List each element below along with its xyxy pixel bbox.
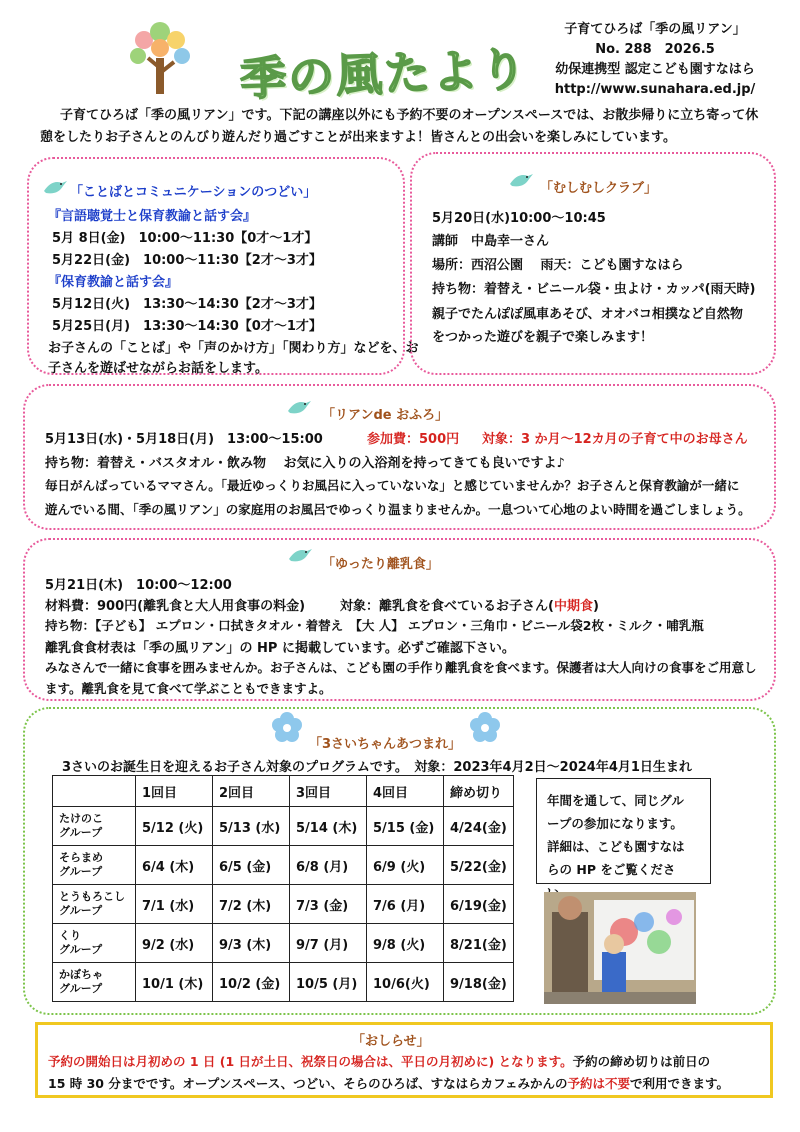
table-cell: 7/2 (木) — [213, 885, 290, 924]
intro-text: 子育てひろば「季の風リアン」です。下記の講座以外にも予約不要のオープンスペースでは、お散歩帰りに立ち寄って休憩をしたりお子さんとのんびり遊んだり過ごすことが出来ますよ！皆さんとの出会いを楽しみにしています。 — [40, 108, 759, 145]
group-name-line: たけのこ — [59, 812, 103, 825]
table-header: 締め切り — [444, 776, 514, 807]
notice-text: 予約の締め切りは前日の — [572, 1054, 711, 1069]
table-cell: 5/13 (水) — [213, 807, 290, 846]
table-header: 4回目 — [367, 776, 444, 807]
bird-icon — [286, 397, 312, 417]
group-name-line: グループ — [59, 826, 103, 839]
table-cell: 5/22(金) — [444, 846, 514, 885]
sansai-title: 「3さいちゃんあつまれ」 — [309, 737, 462, 752]
group-name-line: かぼちゃ — [59, 968, 103, 981]
notice-line-2 — [48, 1074, 729, 1092]
notice-text: で利用できます。 — [630, 1076, 730, 1091]
mushi-description: 親子でたんぽぽ風車あそび、オオバコ相撲など自然物 — [432, 307, 743, 322]
kotoba-subtitle-2: 『保育教諭と話す会』 — [48, 275, 179, 290]
mushi-title: 「むしむしクラブ」 — [540, 181, 658, 196]
notice-highlight: 予約の開始日は月初めの 1 日 (1 日が土日、祝祭日の場合は、平日の月初めに) となります。 — [48, 1054, 573, 1069]
table-cell: 10/6(火) — [367, 963, 444, 1002]
kotoba-subtitle-1: 『言語聴覚士と保育教諭と話す会』 — [48, 209, 257, 224]
sansai-note — [536, 778, 711, 884]
header-info — [540, 20, 770, 100]
kotoba-title: 「ことばとコミュニケーションのつどい」 — [70, 185, 317, 200]
table-cell: 7/1 (水) — [136, 885, 213, 924]
notice-line-1 — [48, 1052, 710, 1070]
group-name-line: グループ — [59, 982, 103, 995]
website-link[interactable]: http://www.sunahara.ed.jp/ — [554, 82, 756, 97]
ofuro-description-2: 遊んでいる間、「季の風リアン」の家庭用のお風呂でゆっくり温まりませんか。一息ついて心地のよい時間を過ごしましょう。 — [45, 502, 751, 517]
mushi-date: 5月20日(水)10:00～10:45 — [432, 211, 606, 226]
table-row — [53, 963, 514, 1002]
bird-icon — [508, 170, 534, 190]
notice-title: 「おしらせ」 — [352, 1034, 430, 1049]
group-name — [53, 963, 136, 1002]
ofuro-date: 5月13日(水)・5月18日(月) 13:00～15:00 — [45, 432, 323, 447]
issue-number: No. 288 2026.5 — [595, 42, 715, 57]
table-cell: 5/12 (火) — [136, 807, 213, 846]
flower-icon — [272, 712, 302, 742]
kotoba-description: お子さんの「ことば」や「声のかけ方」「関わり方」などを、お — [48, 341, 419, 356]
rinyu-title: 「ゆったり離乳食」 — [322, 557, 439, 572]
table-header: 1回目 — [136, 776, 213, 807]
table-cell: 4/24(金) — [444, 807, 514, 846]
table-cell: 9/2 (水) — [136, 924, 213, 963]
table-cell: 6/19(金) — [444, 885, 514, 924]
kotoba-description-2: 子さんを遊ばせながらお話をします。 — [48, 361, 268, 376]
flower-icon — [470, 712, 500, 742]
school-name: 幼保連携型 認定こども園すなはら — [555, 62, 755, 77]
mushi-place: 場所：西沼公園 雨天：こども園すなはら — [432, 258, 684, 273]
bird-icon — [42, 177, 68, 197]
table-cell: 10/2 (金) — [213, 963, 290, 1002]
table-cell: 6/8 (月) — [290, 846, 367, 885]
mushi-items: 持ち物：着替え・ビニール袋・虫よけ・カッパ(雨天時) — [432, 282, 756, 297]
table-cell: 8/21(金) — [444, 924, 514, 963]
table-cell: 7/6 (月) — [367, 885, 444, 924]
rinyu-target — [340, 595, 599, 614]
group-name-line: グループ — [59, 865, 103, 878]
org-name: 子育てひろば「季の風リアン」 — [564, 22, 746, 37]
kotoba-date-1: 5月 8日(金) 10:00～11:30【0才～1才】 — [52, 231, 318, 246]
rinyu-description: みなさんで一緒に食事を囲みませんか。お子さんは、こども園の手作り離乳食を食べます。保護者は大人向けの食事をご用意し — [45, 660, 757, 675]
tree-logo-icon — [120, 18, 200, 98]
group-name — [53, 924, 136, 963]
table-cell: 9/7 (月) — [290, 924, 367, 963]
kotoba-date-2: 5月22日(金) 10:00～11:30【2才～3才】 — [52, 253, 322, 268]
table-cell: 6/9 (火) — [367, 846, 444, 885]
rinyu-target-text: 対象：離乳食を食べているお子さん( — [340, 599, 554, 614]
sansai-note-line: 詳細は、こども園すなは — [547, 839, 685, 854]
newsletter-title: 季の風たより — [239, 41, 529, 107]
table-cell: 10/5 (月) — [290, 963, 367, 1002]
sansai-note-line: 年間を通して、同じグル — [547, 793, 684, 808]
kotoba-date-4: 5月25日(月) 13:30～14:30【0才～1才】 — [52, 319, 322, 334]
rinyu-fee: 材料費：900円(離乳食と大人用食事の料金) — [45, 599, 306, 614]
rinyu-target-highlight: 中期食 — [553, 599, 593, 614]
schedule-table — [52, 775, 514, 1002]
sansai-note-line: ープの参加になります。 — [547, 816, 683, 831]
table-row — [53, 885, 514, 924]
group-name-line: とうもろこし — [59, 890, 125, 903]
painting-photo — [544, 892, 696, 1004]
rinyu-items: 持ち物：【子ども】 エプロン・口拭きタオル・着替え 【大 人】 エプロン・三角巾・ビニール袋2枚・ミルク・哺乳瓶 — [45, 618, 704, 633]
table-cell: 6/5 (金) — [213, 846, 290, 885]
table-row — [53, 846, 514, 885]
mushi-lecturer: 講師 中島幸一さん — [432, 234, 550, 249]
table-header-row — [53, 776, 514, 807]
rinyu-menu-note: 離乳食食材表は「季の風リアン」の HP に掲載しています。必ずご確認下さい。 — [45, 641, 515, 656]
ofuro-fee: 参加費：500円 — [367, 432, 460, 447]
table-row — [53, 924, 514, 963]
table-cell: 5/15 (金) — [367, 807, 444, 846]
ofuro-title: 「リアンde おふろ」 — [322, 408, 449, 423]
ofuro-description: 毎日がんばっているママさん。「最近ゆっくりお風呂に入っていないな」と感じていませんか？お子さんと保育教諭が一緒に — [45, 478, 740, 493]
table-header: 3回目 — [290, 776, 367, 807]
kotoba-date-3: 5月12日(火) 13:30～14:30【2才～3才】 — [52, 297, 322, 312]
group-name-line: グループ — [59, 904, 103, 917]
table-header: 2回目 — [213, 776, 290, 807]
group-name-line: くり — [59, 929, 81, 942]
bird-icon — [287, 545, 313, 565]
rinyu-description-2: ます。離乳食を見て食べて学ぶこともできますよ。 — [45, 681, 332, 696]
group-name-line: グループ — [59, 943, 103, 956]
group-name — [53, 885, 136, 924]
table-row — [53, 807, 514, 846]
table-cell: 9/18(金) — [444, 963, 514, 1002]
group-name — [53, 846, 136, 885]
sansai-note-line: らの HP をご覧くださ — [547, 862, 676, 877]
table-cell: 9/8 (火) — [367, 924, 444, 963]
table-cell: 10/1 (木) — [136, 963, 213, 1002]
notice-text: 15 時 30 分までです。オープンスペース、つどい、そらのひろば、すなはらカフェみかんの — [48, 1076, 568, 1091]
notice-highlight: 予約は不要 — [567, 1076, 630, 1091]
rinyu-date: 5月21日(木) 10:00～12:00 — [45, 578, 232, 593]
table-cell: 6/4 (木) — [136, 846, 213, 885]
table-cell: 5/14 (木) — [290, 807, 367, 846]
rinyu-target-end: ) — [592, 599, 599, 614]
mushi-description-2: をつかった遊びを親子で楽しみます！ — [432, 330, 654, 345]
group-name-line: そらまめ — [59, 851, 103, 864]
table-header — [53, 776, 136, 807]
ofuro-target: 対象：3 か月～12カ月の子育て中のお母さん — [482, 432, 748, 447]
ofuro-items: 持ち物：着替え・バスタオル・飲み物 お気に入りの入浴剤を持ってきても良いですよ♪ — [45, 456, 565, 471]
table-cell: 9/3 (木) — [213, 924, 290, 963]
table-cell: 7/3 (金) — [290, 885, 367, 924]
group-name — [53, 807, 136, 846]
sansai-intro: 3さいのお誕生日を迎えるお子さん対象のプログラムです。 対象：2023年4月2日～2024年4月1日生まれ — [62, 760, 692, 775]
